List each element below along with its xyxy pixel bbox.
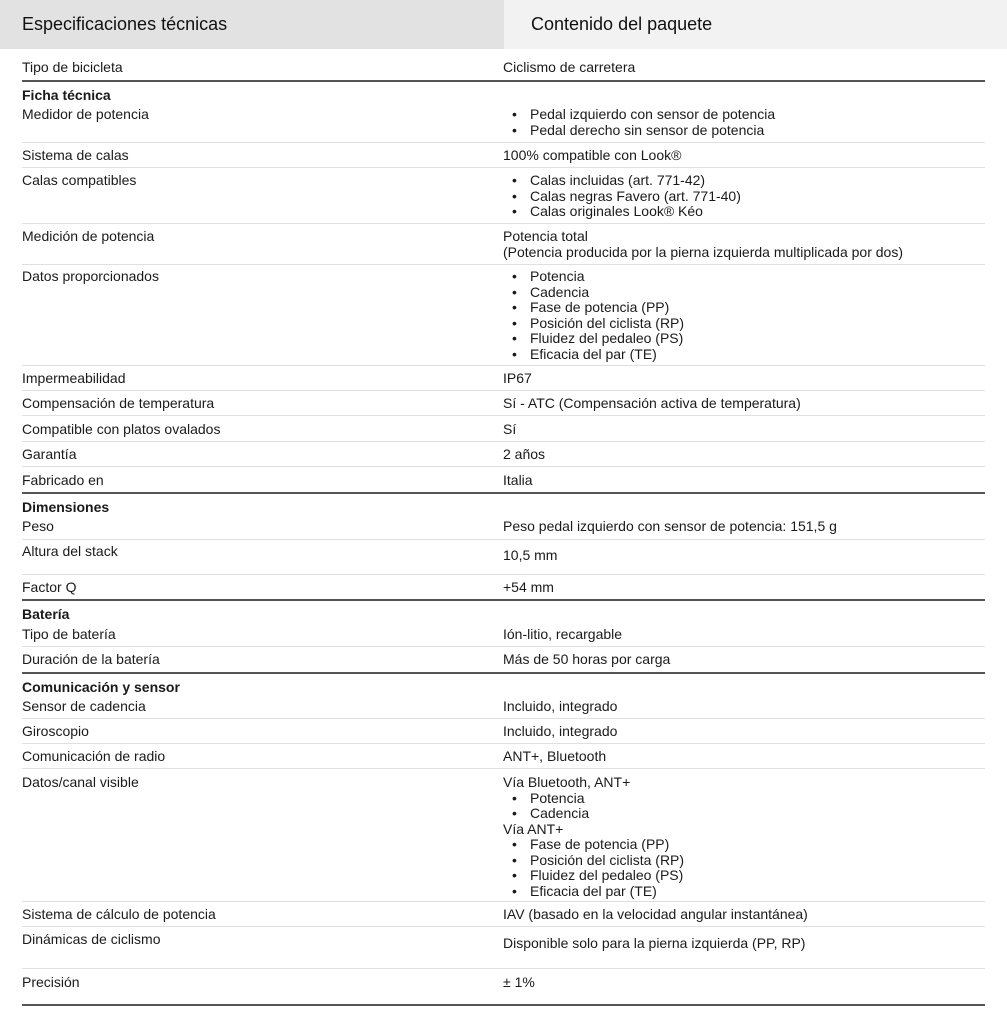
channel-group-title: Vía Bluetooth, ANT+ xyxy=(503,774,631,790)
spec-label: Duración de la batería xyxy=(22,651,160,667)
row-divider xyxy=(22,365,985,366)
spec-label: Factor Q xyxy=(22,579,77,595)
section-divider xyxy=(22,492,985,494)
channel-group-title: Vía ANT+ xyxy=(503,820,564,837)
list-item: • Cadencia xyxy=(503,285,985,301)
row-divider xyxy=(22,768,985,769)
row-divider xyxy=(22,441,985,442)
spec-value-line: (Potencia producida por la pierna izquierda multiplicada por dos) xyxy=(503,243,904,260)
spec-label: Tipo de batería xyxy=(22,626,116,642)
section-divider xyxy=(22,80,985,82)
spec-label: Giroscopio xyxy=(22,723,89,739)
list-item: • Calas negras Favero (art. 771-40) xyxy=(503,189,985,205)
channel-group-list xyxy=(503,837,985,899)
row-divider xyxy=(22,539,985,540)
spec-label: Compensación de temperatura xyxy=(22,395,215,411)
spec-value: Incluido, integrado xyxy=(503,723,618,739)
spec-label: Fabricado en xyxy=(22,472,104,488)
row-divider xyxy=(22,743,985,744)
row-divider xyxy=(22,167,985,168)
row-divider xyxy=(22,142,985,143)
section-divider xyxy=(22,599,985,601)
row-divider xyxy=(22,574,985,575)
spec-label: Medición de potencia xyxy=(22,228,155,244)
list-item: • Calas incluidas (art. 771-42) xyxy=(503,173,985,189)
list-item: • Posición del ciclista (RP) xyxy=(503,316,985,332)
list-item: • Cadencia xyxy=(503,806,985,822)
spec-label: Garantía xyxy=(22,446,77,462)
spec-value: Sí xyxy=(503,421,517,437)
spec-label: Compatible con platos ovalados xyxy=(22,421,221,437)
spec-value: 100% compatible con Look® xyxy=(503,147,682,163)
spec-label: Dinámicas de ciclismo xyxy=(22,931,161,947)
spec-value: 10,5 mm xyxy=(503,547,558,563)
spec-label: Impermeabilidad xyxy=(22,370,126,386)
spec-value: Incluido, integrado xyxy=(503,698,618,714)
spec-value: IAV (basado en la velocidad angular instantánea) xyxy=(503,906,808,922)
spec-label: Datos proporcionados xyxy=(22,268,159,284)
spec-label: Precisión xyxy=(22,974,80,990)
spec-label: Comunicación de radio xyxy=(22,748,166,764)
section-title: Comunicación y sensor xyxy=(22,679,180,695)
section-title: Ficha técnica xyxy=(22,87,111,103)
spec-label: Peso xyxy=(22,518,54,534)
row-divider xyxy=(22,415,985,416)
list-item: • Fluidez del pedaleo (PS) xyxy=(503,868,985,884)
list-item: • Potencia xyxy=(503,791,985,807)
list-item: • Eficacia del par (TE) xyxy=(503,884,985,900)
spec-value-line: Potencia total xyxy=(503,228,588,244)
row-divider xyxy=(22,390,985,391)
section-divider xyxy=(22,672,985,674)
row-divider xyxy=(22,264,985,265)
tab-package-contents-label: Contenido del paquete xyxy=(531,14,713,34)
spec-value: Ión-litio, recargable xyxy=(503,626,623,642)
list-item: • Potencia xyxy=(503,269,985,285)
spec-label: Calas compatibles xyxy=(22,172,137,188)
list-item: • Fase de potencia (PP) xyxy=(503,837,985,853)
tab-package-contents[interactable] xyxy=(504,0,1007,49)
section-divider xyxy=(22,1004,985,1006)
row-divider xyxy=(22,926,985,927)
channel-group-list xyxy=(503,791,985,822)
spec-value: Más de 50 horas por carga xyxy=(503,651,671,667)
spec-value: Ciclismo de carretera xyxy=(503,59,636,75)
spec-label: Tipo de bicicleta xyxy=(22,59,123,75)
list-item: • Fase de potencia (PP) xyxy=(503,300,985,316)
list-item: • Eficacia del par (TE) xyxy=(503,347,985,363)
spec-value-list xyxy=(503,173,985,220)
list-item: • Calas originales Look® Kéo xyxy=(503,204,985,220)
spec-label: Medidor de potencia xyxy=(22,106,149,122)
spec-value: ± 1% xyxy=(503,974,535,990)
spec-value: Disponible solo para la pierna izquierda (PP, RP) xyxy=(503,935,806,951)
row-divider xyxy=(22,718,985,719)
spec-value xyxy=(503,775,985,899)
row-divider xyxy=(22,646,985,647)
section-title: Batería xyxy=(22,606,70,622)
spec-value: Italia xyxy=(503,472,533,488)
spec-value xyxy=(503,229,985,260)
list-item: • Fluidez del pedaleo (PS) xyxy=(503,331,985,347)
spec-label: Datos/canal visible xyxy=(22,774,139,790)
list-item: • Pedal derecho sin sensor de potencia xyxy=(503,123,985,139)
spec-value: Peso pedal izquierdo con sensor de potencia: 151,5 g xyxy=(503,518,837,534)
list-item: • Pedal izquierdo con sensor de potencia xyxy=(503,107,985,123)
spec-label: Sistema de calas xyxy=(22,147,129,163)
row-divider xyxy=(22,901,985,902)
section-title: Dimensiones xyxy=(22,499,110,515)
list-item: • Posición del ciclista (RP) xyxy=(503,853,985,869)
spec-value-list xyxy=(503,269,985,362)
spec-value-list xyxy=(503,107,985,138)
spec-value: 2 años xyxy=(503,446,546,462)
spec-value: Sí - ATC (Compensación activa de temperatura) xyxy=(503,395,801,411)
spec-label: Sistema de cálculo de potencia xyxy=(22,906,216,922)
spec-value: IP67 xyxy=(503,370,532,386)
spec-value: +54 mm xyxy=(503,579,554,595)
spec-value: ANT+, Bluetooth xyxy=(503,748,607,764)
row-divider xyxy=(22,968,985,969)
spec-label: Altura del stack xyxy=(22,543,118,559)
row-divider xyxy=(22,223,985,224)
row-divider xyxy=(22,466,985,467)
tab-specifications[interactable] xyxy=(0,0,504,49)
spec-label: Sensor de cadencia xyxy=(22,698,146,714)
tab-bar xyxy=(0,0,1007,49)
tab-specifications-label: Especificaciones técnicas xyxy=(22,14,228,34)
